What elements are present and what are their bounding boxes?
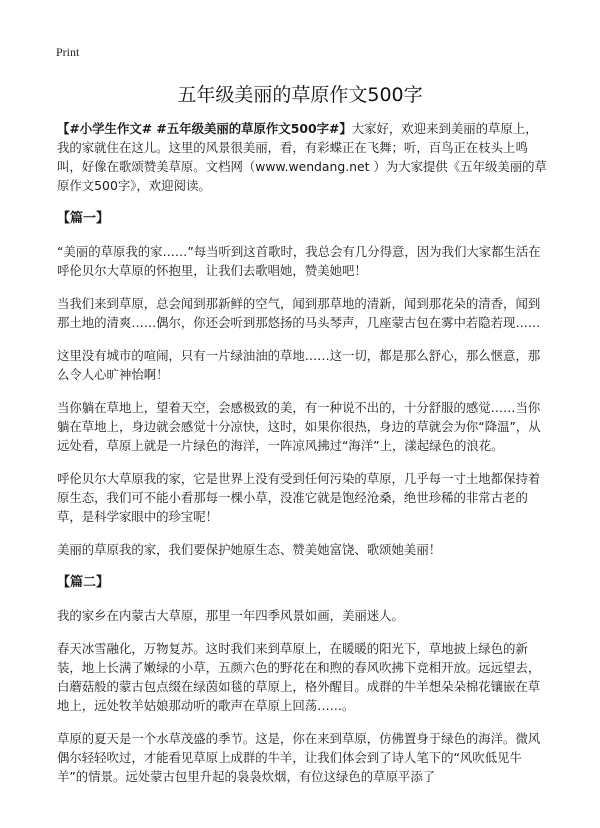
intro-text: 大家好，欢迎来到美丽的草原上，我的家就住在这儿。这里的风景很美丽，看，有彩蝶正在飞舞；听，百鸟正在枝头上鸣叫，好像在歌颂赞美草原。文档网（www.wendang.net ）为大家提供《五年级美丽的草原作文500字》，欢迎阅读。 — [57, 121, 547, 193]
article-paragraph: 当你躺在草地上，望着天空，会感极致的美，有一种说不出的，十分舒服的感觉……当你躺在草地上，身边就会感觉十分凉快，这时，如果你很热，身边的草就会为你“降温”，从远处看，草原上就是一片绿色的海洋，一阵凉风拂过“海洋”上，漾起绿色的浪花。 — [57, 400, 541, 453]
section-heading-2: 【篇二】 — [57, 575, 110, 590]
article-paragraph: 我的家乡在内蒙古大草原，那里一年四季风景如画，美丽迷人。 — [57, 608, 404, 623]
article-paragraph: 呼伦贝尔大草原我的家，它是世界上没有受到任何污染的草原，几乎每一寸土地都保持着原生态，我们可不能小看那每一棵小草，没准它就是饱经沧桑，绝世珍稀的非常古老的草，是科学家眼中的珍宝呢！ — [57, 471, 541, 524]
page-title: 五年级美丽的草原作文500字 — [177, 84, 423, 106]
intro-paragraph — [57, 119, 547, 195]
article-paragraph: “美丽的草原我的家……”每当听到这首歌时，我总会有几分得意，因为我们大家都生活在呼伦贝尔大草原的怀抱里，让我们去歌唱她，赞美她吧！ — [57, 244, 541, 278]
print-link[interactable]: Print — [56, 45, 80, 59]
article-paragraph: 草原的夏天是一个水草茂盛的季节。这是，你在来到草原，仿佛置身于绿色的海洋。微风偶尔轻轻吹过，才能看见草原上成群的牛羊，让我们体会到了诗人笔下的“风吹低见牛羊”的情景。远处蒙古包里升起的袅袅炊烟，有位这绿色的草原平添了 — [57, 731, 541, 784]
section-heading-1: 【篇一】 — [57, 211, 110, 226]
article-paragraph: 这里没有城市的喧闹，只有一片绿油油的草地……这一切，都是那么舒心，那么惬意，那么令人心旷神怡啊！ — [57, 348, 541, 382]
article-paragraph: 美丽的草原我的家，我们要保护她原生态、赞美她富饶、歌颂她美丽！ — [57, 542, 442, 557]
article-paragraph: 春天冰雪融化，万物复苏。这时我们来到草原上，在暖暖的阳光下，草地披上绿色的新装，地上长满了嫩绿的小草，五颜六色的野花在和煦的春风吹拂下竞相开放。远远望去，白蘑菇般的蒙古包点缀在绿茵如毯的草原上，格外醒目。成群的牛羊想朵朵棉花镶嵌在草地上，远处牧羊姑娘那动听的歌声在草原上回荡……。 — [57, 641, 541, 713]
article-paragraph: 当我们来到草原，总会闻到那新鲜的空气，闻到那草地的清新，闻到那花朵的清香，闻到那土地的清爽……偶尔，你还会听到那悠扬的马头琴声，几座蒙古包在雾中若隐若现…… — [57, 296, 541, 330]
intro-tags: 【#小学生作文# #五年级美丽的草原作文500字#】 — [57, 121, 352, 136]
article-body — [57, 119, 547, 800]
